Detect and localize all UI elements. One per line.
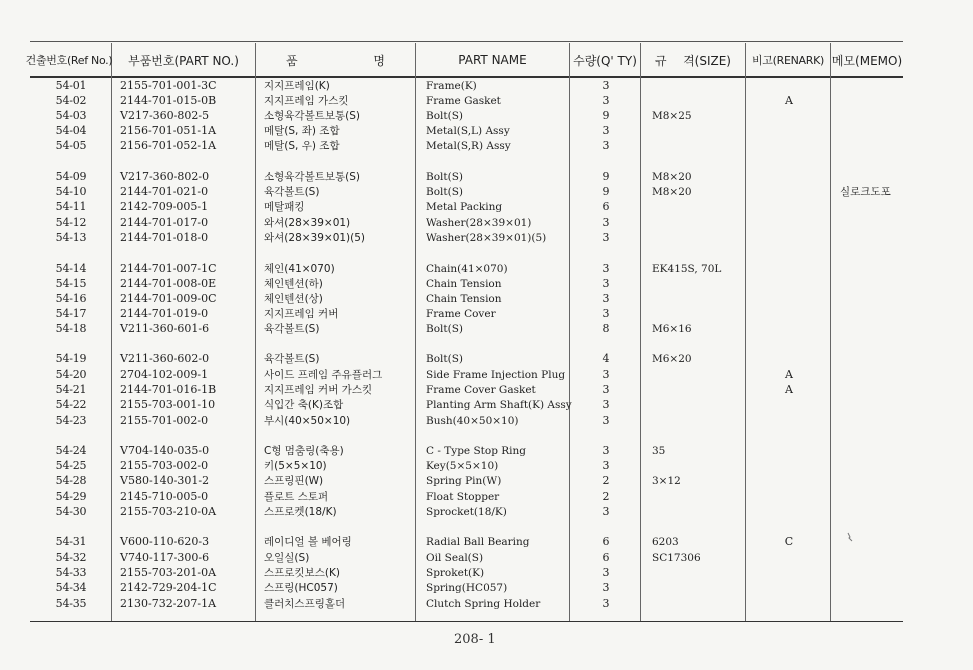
korean-name-cell: C형 멈춤링(축용): [264, 445, 344, 457]
quantity-cell: 3: [602, 581, 610, 594]
part-no-cell: 2144-701-009-0C: [120, 292, 217, 305]
quantity-cell: 4: [602, 352, 610, 365]
quantity-cell: 9: [602, 109, 610, 122]
header-size-1: 규: [655, 53, 667, 68]
korean-name-cell: 부시(40×50×10): [264, 415, 351, 427]
header-part-no: 부품번호(PART NO.): [128, 53, 239, 68]
part-name-cell: Frame Cover: [426, 308, 496, 320]
ref-no-cell: 54-01: [55, 79, 87, 92]
part-no-cell: V704-140-035-0: [120, 444, 210, 457]
korean-name-cell: 식입간 축(K)조합: [264, 399, 344, 411]
part-name-cell: Chain Tension: [426, 293, 502, 305]
korean-name-cell: 와셔(28×39×01)(5): [264, 232, 366, 244]
column-divider: [569, 43, 570, 621]
quantity-cell: 6: [602, 551, 610, 564]
korean-name-cell: 소형육각볼트보통(S): [264, 171, 361, 183]
korean-name-cell: 오일실(S): [264, 552, 310, 564]
quantity-cell: 3: [602, 94, 610, 107]
part-no-cell: V217-360-802-5: [120, 109, 210, 122]
quantity-cell: 3: [602, 292, 610, 305]
ref-no-cell: 54-12: [55, 216, 87, 229]
part-no-cell: 2145-710-005-0: [120, 490, 209, 503]
part-no-cell: 2144-701-021-0: [120, 185, 209, 198]
ref-no-cell: 54-32: [55, 551, 87, 564]
ref-no-cell: 54-17: [55, 307, 87, 320]
ref-no-cell: 54-16: [55, 292, 87, 305]
size-cell: 6203: [652, 536, 679, 548]
quantity-cell: 2: [602, 474, 610, 487]
part-name-cell: Bolt(S): [426, 186, 464, 198]
part-name-cell: Bolt(S): [426, 323, 464, 335]
part-no-cell: 2144-701-018-0: [120, 231, 209, 244]
header-part-name: PART NAME: [458, 53, 527, 67]
quantity-cell: 3: [602, 79, 610, 92]
part-no-cell: 2144-701-017-0: [120, 216, 209, 229]
korean-name-cell: 체인텐션(하): [264, 278, 323, 290]
quantity-cell: 3: [602, 459, 610, 472]
part-no-cell: V740-117-300-6: [120, 551, 210, 564]
ref-no-cell: 54-18: [55, 322, 87, 335]
ref-no-cell: 54-31: [55, 535, 87, 548]
korean-name-cell: 키(5×5×10): [264, 460, 327, 472]
part-no-cell: 2142-729-204-1C: [120, 581, 217, 594]
ref-no-cell: 54-11: [55, 200, 87, 213]
part-no-cell: 2156-701-052-1A: [120, 139, 217, 152]
ref-no-cell: 54-02: [55, 94, 87, 107]
table-bottom-rule: [30, 621, 903, 622]
remark-cell: C: [784, 535, 794, 548]
header-korean-name-2: 명: [373, 53, 385, 68]
ref-no-cell: 54-34: [55, 581, 87, 594]
part-no-cell: 2155-701-001-3C: [120, 79, 217, 92]
ref-no-cell: 54-13: [55, 231, 87, 244]
part-no-cell: 2142-709-005-1: [120, 200, 209, 213]
ref-no-cell: 54-15: [55, 277, 87, 290]
part-no-cell: 2155-703-002-0: [120, 459, 209, 472]
part-name-cell: C - Type Stop Ring: [426, 445, 527, 457]
quantity-cell: 3: [602, 231, 610, 244]
header-size-2: 격(SIZE): [683, 53, 731, 68]
size-cell: M6×16: [652, 323, 692, 335]
quantity-cell: 3: [602, 277, 610, 290]
header-korean-name-1: 품: [286, 53, 298, 68]
ref-no-cell: 54-24: [55, 444, 87, 457]
part-name-cell: Chain(41×070): [426, 263, 508, 275]
part-no-cell: V217-360-802-0: [120, 170, 210, 183]
part-no-cell: 2156-701-051-1A: [120, 124, 217, 137]
size-cell: SC17306: [652, 552, 701, 564]
ref-no-cell: 54-03: [55, 109, 87, 122]
header-korean-name: [256, 44, 415, 76]
part-no-cell: V211-360-601-6: [120, 322, 210, 335]
size-cell: M8×20: [652, 171, 692, 183]
part-no-cell: V211-360-602-0: [120, 352, 210, 365]
korean-name-cell: 지지프레임 커버 가스킷: [264, 384, 373, 396]
part-no-cell: 2155-703-201-0A: [120, 566, 217, 579]
korean-name-cell: 사이드 프레임 주유플러그: [264, 369, 383, 381]
size-cell: M8×25: [652, 110, 692, 122]
part-name-cell: Metal(S,R) Assy: [426, 140, 511, 152]
column-divider: [745, 43, 746, 621]
table-top-rule: [30, 41, 903, 42]
part-no-cell: 2130-732-207-1A: [120, 597, 217, 610]
part-no-cell: 2704-102-009-1: [120, 368, 209, 381]
ref-no-cell: 54-22: [55, 398, 87, 411]
korean-name-cell: 메탈(S, 우) 조합: [264, 140, 340, 152]
quantity-cell: 3: [602, 566, 610, 579]
korean-name-cell: 플로트 스토퍼: [264, 491, 329, 503]
part-name-cell: Frame Gasket: [426, 95, 501, 107]
quantity-cell: 3: [602, 216, 610, 229]
part-name-cell: Metal Packing: [426, 201, 503, 213]
quantity-cell: 6: [602, 200, 610, 213]
part-no-cell: 2155-703-001-10: [120, 398, 216, 411]
header-memo: 메모(MEMO): [831, 53, 903, 68]
column-divider: [255, 43, 256, 621]
part-name-cell: Frame(K): [426, 80, 477, 92]
korean-name-cell: 와셔(28×39×01): [264, 217, 351, 229]
part-name-cell: Bolt(S): [426, 353, 464, 365]
part-no-cell: V600-110-620-3: [120, 535, 210, 548]
part-no-cell: 2144-701-019-0: [120, 307, 209, 320]
part-no-cell: V580-140-301-2: [120, 474, 210, 487]
column-divider: [415, 43, 416, 621]
size-cell: EK415S, 70L: [652, 263, 722, 275]
ref-no-cell: 54-23: [55, 414, 87, 427]
column-divider: [830, 43, 831, 621]
ref-no-cell: 54-04: [55, 124, 87, 137]
korean-name-cell: 스프링(HC057): [264, 582, 338, 594]
part-name-cell: Sproket(K): [426, 567, 485, 579]
quantity-cell: 6: [602, 535, 610, 548]
ref-no-cell: 54-28: [55, 474, 87, 487]
remark-cell: A: [785, 383, 793, 396]
ref-no-cell: 54-09: [55, 170, 87, 183]
column-divider: [640, 43, 641, 621]
size-cell: M8×20: [652, 186, 692, 198]
size-cell: M6×20: [652, 353, 692, 365]
quantity-cell: 3: [602, 307, 610, 320]
korean-name-cell: 지지프레임 가스킷: [264, 95, 349, 107]
part-name-cell: Washer(28×39×01): [426, 217, 532, 229]
part-name-cell: Radial Ball Bearing: [426, 536, 530, 548]
part-name-cell: Bolt(S): [426, 171, 464, 183]
quantity-cell: 3: [602, 505, 610, 518]
quantity-cell: 3: [602, 139, 610, 152]
quantity-cell: 3: [602, 383, 610, 396]
part-no-cell: 2144-701-008-0E: [120, 277, 217, 290]
remark-cell: A: [785, 94, 793, 107]
ref-no-cell: 54-35: [55, 597, 87, 610]
ref-no-cell: 54-14: [55, 262, 87, 275]
quantity-cell: 9: [602, 170, 610, 183]
part-name-cell: Metal(S,L) Assy: [426, 125, 510, 137]
korean-name-cell: 클러치스프링홀더: [264, 598, 346, 610]
part-no-cell: 2155-701-002-0: [120, 414, 209, 427]
korean-name-cell: 스프로켓(18/K): [264, 506, 337, 518]
part-name-cell: Key(5×5×10): [426, 460, 499, 472]
korean-name-cell: 육각볼트(S): [264, 353, 320, 365]
part-name-cell: Spring(HC057): [426, 582, 508, 594]
part-name-cell: Washer(28×39×01)(5): [426, 232, 547, 244]
korean-name-cell: 메탈패킹: [264, 201, 305, 213]
part-no-cell: 2144-701-016-1B: [120, 383, 217, 396]
part-name-cell: Side Frame Injection Plug: [426, 369, 566, 381]
page-number: 208- 1: [454, 632, 496, 647]
korean-name-cell: 레이디얼 볼 베어링: [264, 536, 352, 548]
quantity-cell: 3: [602, 414, 610, 427]
scan-mark: [847, 532, 853, 542]
quantity-cell: 2: [602, 490, 610, 503]
size-cell: 35: [652, 445, 666, 457]
part-name-cell: Bush(40×50×10): [426, 415, 519, 427]
ref-no-cell: 54-25: [55, 459, 87, 472]
korean-name-cell: 메탈(S, 좌) 조합: [264, 125, 340, 137]
header-ref-no: 건출번호(Ref No.): [25, 54, 113, 67]
header-size: [641, 44, 745, 76]
ref-no-cell: 54-33: [55, 566, 87, 579]
korean-name-cell: 지지프레임(K): [264, 80, 330, 92]
header-remark: 비고(RENARK): [751, 54, 825, 67]
quantity-cell: 3: [602, 368, 610, 381]
ref-no-cell: 54-19: [55, 352, 87, 365]
quantity-cell: 8: [602, 322, 610, 335]
ref-no-cell: 54-20: [55, 368, 87, 381]
ref-no-cell: 54-10: [55, 185, 87, 198]
quantity-cell: 3: [602, 444, 610, 457]
korean-name-cell: 체인(41×070): [264, 263, 335, 275]
part-no-cell: 2144-701-015-0B: [120, 94, 217, 107]
part-name-cell: Oil Seal(S): [426, 552, 484, 564]
header-quantity: 수량(Q' TY): [573, 53, 637, 68]
header-bottom-rule: [30, 76, 903, 78]
part-no-cell: 2155-703-210-0A: [120, 505, 217, 518]
ref-no-cell: 54-30: [55, 505, 87, 518]
part-name-cell: Frame Cover Gasket: [426, 384, 536, 396]
korean-name-cell: 지지프레임 커버: [264, 308, 339, 320]
part-no-cell: 2144-701-007-1C: [120, 262, 217, 275]
part-name-cell: Bolt(S): [426, 110, 464, 122]
korean-name-cell: 육각볼트(S): [264, 186, 320, 198]
size-cell: 3×12: [652, 475, 681, 487]
part-name-cell: Spring Pin(W): [426, 475, 502, 487]
part-name-cell: Sprocket(18/K): [426, 506, 507, 518]
quantity-cell: 3: [602, 124, 610, 137]
part-name-cell: Planting Arm Shaft(K) Assy: [426, 399, 572, 411]
column-divider: [111, 43, 112, 621]
ref-no-cell: 54-21: [55, 383, 87, 396]
quantity-cell: 3: [602, 597, 610, 610]
part-name-cell: Clutch Spring Holder: [426, 598, 541, 610]
korean-name-cell: 스프로킷보스(K): [264, 567, 340, 579]
part-name-cell: Chain Tension: [426, 278, 502, 290]
ref-no-cell: 54-05: [55, 139, 87, 152]
korean-name-cell: 스프링핀(W): [264, 475, 324, 487]
part-name-cell: Float Stopper: [426, 491, 500, 503]
quantity-cell: 3: [602, 398, 610, 411]
ref-no-cell: 54-29: [55, 490, 87, 503]
korean-name-cell: 체인텐션(상): [264, 293, 323, 305]
quantity-cell: 9: [602, 185, 610, 198]
quantity-cell: 3: [602, 262, 610, 275]
korean-name-cell: 육각볼트(S): [264, 323, 320, 335]
remark-cell: A: [785, 368, 793, 381]
memo-cell: 실로크도포: [840, 186, 891, 198]
korean-name-cell: 소형육각볼트보통(S): [264, 110, 361, 122]
